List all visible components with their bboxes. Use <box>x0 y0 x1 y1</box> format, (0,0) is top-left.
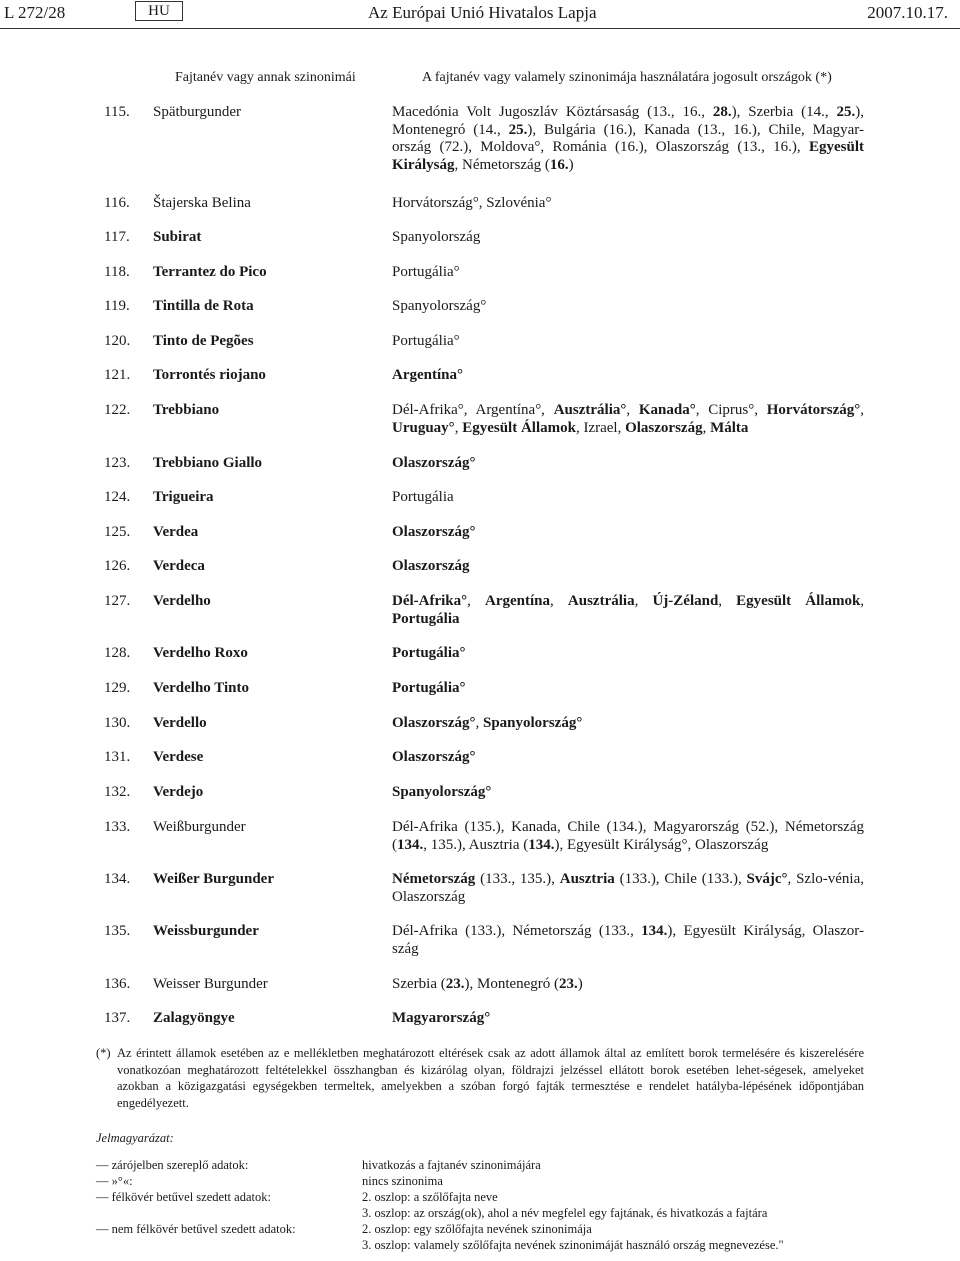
row-number: 120. <box>104 333 131 349</box>
row-number: 130. <box>104 715 131 731</box>
legend-value: nincs szinonima <box>362 1174 443 1188</box>
variety-name: Tinto de Pegões <box>153 333 254 349</box>
variety-name: Verdese <box>153 749 204 765</box>
legend-key: — nem félkövér betűvel szedett adatok: <box>96 1222 296 1236</box>
country-list: Portugália° <box>392 264 460 280</box>
country-list: Olaszország° <box>392 455 476 471</box>
page-header <box>0 0 960 32</box>
country-list: Portugália° <box>392 680 466 696</box>
country-list: Olaszország° <box>392 749 476 765</box>
variety-name: Weißburgunder <box>153 819 246 835</box>
row-number: 116. <box>104 195 130 211</box>
footnote-mark: (*) <box>96 1046 111 1060</box>
legend-key: — zárójelben szereplő adatok: <box>96 1158 249 1172</box>
country-list: Macedónia Volt Jugoszláv Köztársaság (13., 16., 28.), Szerbia (14., 25.), Montenegró (14., 25.), Bulgária (16.), Kanada (13., 16.), Chile, Magyar-ország (72.), Moldova°, Románia (16.), Olaszország (13., 16.), Egyesült Királyság, Németország (16.) <box>392 104 864 173</box>
variety-name: Zalagyöngye <box>153 1010 235 1026</box>
legend-value: 3. oszlop: az ország(ok), ahol a név megfelel egy fajtának, és hivatkozás a fajtára <box>362 1206 768 1220</box>
row-number: 137. <box>104 1010 131 1026</box>
language-badge: HU <box>135 1 183 21</box>
country-list: Olaszország°, Spanyolország° <box>392 715 583 731</box>
country-list: Olaszország <box>392 558 470 574</box>
row-number: 129. <box>104 680 131 696</box>
country-list: Dél-Afrika°, Argentína, Ausztrália, Új-Zéland, Egyesült Államok, Portugália <box>392 593 865 627</box>
variety-name: Verdeca <box>153 558 205 574</box>
row-number: 115. <box>104 104 130 120</box>
country-list: Spanyolország <box>392 229 481 245</box>
row-number: 122. <box>104 402 131 418</box>
country-list: Németország (133., 135.), Ausztria (133.), Chile (133.), Svájc°, Szlo-vénia, Olaszország <box>392 871 864 905</box>
variety-name: Subirat <box>153 229 202 245</box>
variety-name: Verdelho <box>153 593 211 609</box>
country-list: Magyarország° <box>392 1010 491 1026</box>
row-number: 119. <box>104 298 130 314</box>
row-number: 133. <box>104 819 131 835</box>
variety-name: Štajerska Belina <box>153 195 251 211</box>
variety-name: Weissburgunder <box>153 923 259 939</box>
variety-name: Verdejo <box>153 784 204 800</box>
variety-name: Torrontés riojano <box>153 367 266 383</box>
country-list: Olaszország° <box>392 524 476 540</box>
variety-name: Verdelho Tinto <box>153 680 249 696</box>
footnote <box>96 1045 864 1111</box>
legend-value: hivatkozás a fajtanév szinonimájára <box>362 1158 541 1172</box>
variety-name: Trebbiano Giallo <box>153 455 263 471</box>
country-list: Dél-Afrika (135.), Kanada, Chile (134.), Magyarország (52.), Németország (134., 135.), Ausztria (134.), Egyesült Királyság°, Olaszország <box>392 819 864 853</box>
row-number: 131. <box>104 749 131 765</box>
row-number: 127. <box>104 593 131 609</box>
row-number: 128. <box>104 645 131 661</box>
legend-key: — »°«: <box>96 1174 133 1188</box>
country-list: Argentína° <box>392 367 463 383</box>
variety-name: Tintilla de Rota <box>153 298 254 314</box>
header-rule <box>0 28 960 29</box>
row-number: 136. <box>104 976 131 992</box>
column-header-variety: Fajtanév vagy annak szinonimái <box>175 70 356 85</box>
country-list: Spanyolország° <box>392 784 492 800</box>
page-reference: L 272/28 <box>4 3 66 22</box>
row-number: 125. <box>104 524 131 540</box>
variety-name: Verdelho Roxo <box>153 645 248 661</box>
variety-name: Verdea <box>153 524 199 540</box>
column-header-countries: A fajtanév vagy valamely szinonimája használatára jogosult országok (*) <box>422 70 832 85</box>
variety-name: Weisser Burgunder <box>153 976 268 992</box>
legend-value: 2. oszlop: egy szőlőfajta nevének szinonimája <box>362 1222 592 1236</box>
row-number: 118. <box>104 264 130 280</box>
variety-name: Terrantez do Pico <box>153 264 267 280</box>
variety-name: Trigueira <box>153 489 214 505</box>
variety-name: Trebbiano <box>153 402 220 418</box>
row-number: 134. <box>104 871 131 887</box>
variety-name: Weißer Burgunder <box>153 871 274 887</box>
row-number: 121. <box>104 367 131 383</box>
row-number: 135. <box>104 923 131 939</box>
country-list: Dél-Afrika (133.), Németország (133., 134.), Egyesült Királyság, Olaszor-szág <box>392 923 864 957</box>
footnote-text: Az érintett államok esetében az e mellékletben meghatározott eltérések csak az adott államok által az említett borok termelésére és kiszerelésére vonatkozóan meghatározott feltételekkel összhangban és kizárólag olyan, földrajzi jelzéssel ellátott borok esetében lehet-ségesek, amelyeket azokban a közigazgatási egységekben termeltek, amelyekben a szóban forgó fajták termesztése e rendelet hatályba-lépésének időpontjában engedélyezett. <box>117 1046 864 1110</box>
country-list: Szerbia (23.), Montenegró (23.) <box>392 976 583 992</box>
row-number: 117. <box>104 229 130 245</box>
row-number: 124. <box>104 489 131 505</box>
legend-value: 2. oszlop: a szőlőfajta neve <box>362 1190 498 1204</box>
country-list: Dél-Afrika°, Argentína°, Ausztrália°, Kanada°, Ciprus°, Horvátország°, Uruguay°, Egyesült Államok, Izrael, Olaszország, Málta <box>392 402 864 436</box>
legend-title: Jelmagyarázat: <box>96 1131 174 1145</box>
country-list: Portugália <box>392 489 454 505</box>
variety-name: Verdello <box>153 715 207 731</box>
variety-name: Spätburgunder <box>153 104 242 120</box>
row-number: 132. <box>104 784 131 800</box>
country-list: Portugália° <box>392 333 460 349</box>
row-number: 123. <box>104 455 131 471</box>
journal-title: Az Európai Unió Hivatalos Lapja <box>368 3 597 22</box>
legend-key: — félkövér betűvel szedett adatok: <box>96 1190 271 1204</box>
publication-date: 2007.10.17. <box>867 3 948 22</box>
country-list: Horvátország°, Szlovénia° <box>392 195 552 211</box>
country-list: Portugália° <box>392 645 466 661</box>
row-number: 126. <box>104 558 131 574</box>
country-list: Spanyolország° <box>392 298 487 314</box>
legend-value: 3. oszlop: valamely szőlőfajta nevének szinonimáját használó ország megnevezése." <box>362 1238 784 1252</box>
